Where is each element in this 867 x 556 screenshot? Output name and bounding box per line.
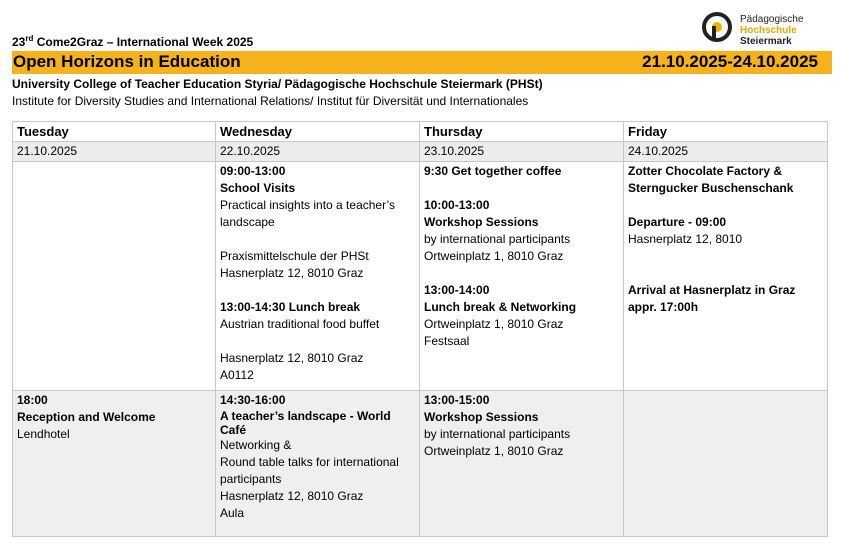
fri-arrival-1: Arrival at Hasnerplatz in Graz bbox=[628, 283, 796, 297]
wed-visit-place-1: Praxismittelschule der PHSt bbox=[220, 249, 369, 263]
wed-cafe-desc-3: participants bbox=[220, 472, 282, 486]
thu-ws2-place: Ortweinplatz 1, 8010 Graz bbox=[424, 444, 564, 458]
title-banner bbox=[12, 51, 832, 74]
day-header-row bbox=[13, 122, 828, 142]
fri-departure: Departure - 09:00 bbox=[628, 215, 727, 229]
fri-trip-title-2: Sterngucker Buschenschank bbox=[628, 181, 794, 195]
wed-cafe-time: 14:30-16:00 bbox=[220, 393, 286, 407]
wed-cafe-desc-1: Networking & bbox=[220, 438, 292, 452]
wed-cafe-desc-2: Round table talks for international bbox=[220, 455, 399, 469]
wed-visit-desc-1: Practical insights into a teacher’s bbox=[220, 198, 395, 212]
date-row bbox=[13, 142, 828, 162]
fri-morning-cell bbox=[624, 162, 828, 391]
thu-ws-desc: by international participants bbox=[424, 232, 571, 246]
wed-cafe-title-1: A teacher’s landscape - World bbox=[220, 409, 391, 423]
institute-line: Institute for Diversity Studies and International Relations/ Institut für Diversität und Internationales bbox=[12, 94, 529, 108]
fri-trip-title-1: Zotter Chocolate Factory & bbox=[628, 164, 783, 178]
wed-lunch-title: 13:00-14:30 Lunch break bbox=[220, 300, 361, 314]
day-friday: Friday bbox=[624, 122, 828, 142]
logo-line-3: Steiermark bbox=[740, 36, 792, 47]
thu-lunch-title: Lunch break & Networking bbox=[424, 300, 577, 314]
wed-lunch-place-2: A0112 bbox=[220, 368, 254, 382]
tue-reception-title: Reception and Welcome bbox=[17, 410, 156, 424]
day-tuesday: Tuesday bbox=[13, 122, 216, 142]
afternoon-row bbox=[13, 391, 828, 537]
tue-morning-cell bbox=[13, 162, 216, 391]
day-thursday: Thursday bbox=[420, 122, 624, 142]
phst-logo bbox=[702, 12, 822, 52]
tue-reception-time: 18:00 bbox=[17, 393, 48, 407]
edition-ordinal: rd bbox=[25, 34, 34, 43]
wed-afternoon-cell bbox=[216, 391, 420, 537]
date-thursday: 23.10.2025 bbox=[420, 142, 624, 162]
institution-line: University College of Teacher Education Styria/ Pädagogische Hochschule Steiermark (PHSt) bbox=[12, 77, 543, 91]
thu-ws-time: 10:00-13:00 bbox=[424, 198, 490, 212]
thu-morning-cell bbox=[420, 162, 624, 391]
wed-cafe-place-2: Aula bbox=[220, 506, 245, 520]
thu-ws2-desc: by international participants bbox=[424, 427, 571, 441]
edition-name: Come2Graz – International Week 2025 bbox=[33, 35, 254, 49]
wed-cafe-place-1: Hasnerplatz 12, 8010 Graz bbox=[220, 489, 364, 503]
wed-morning-cell bbox=[216, 162, 420, 391]
thu-ws2-title: Workshop Sessions bbox=[424, 410, 539, 424]
thu-coffee: 9:30 Get together coffee bbox=[424, 164, 562, 178]
schedule-table bbox=[12, 121, 828, 537]
event-title: Open Horizons in Education bbox=[13, 52, 241, 71]
wed-visit-place-2: Hasnerplatz 12, 8010 Graz bbox=[220, 266, 364, 280]
wed-visit-time: 09:00-13:00 bbox=[220, 164, 286, 178]
day-wednesday: Wednesday bbox=[216, 122, 420, 142]
event-dates: 21.10.2025-24.10.2025 bbox=[642, 52, 818, 71]
fri-departure-place: Hasnerplatz 12, 8010 bbox=[628, 232, 743, 246]
event-edition bbox=[12, 34, 253, 49]
thu-lunch-place-1: Ortweinplatz 1, 8010 Graz bbox=[424, 317, 564, 331]
edition-number: 23 bbox=[12, 35, 26, 49]
fri-afternoon-cell bbox=[624, 391, 828, 537]
date-tuesday: 21.10.2025 bbox=[13, 142, 216, 162]
wed-visit-desc-2: landscape bbox=[220, 215, 275, 229]
morning-row bbox=[13, 162, 828, 391]
wed-lunch-place-1: Hasnerplatz 12, 8010 Graz bbox=[220, 351, 364, 365]
wed-lunch-desc: Austrian traditional food buffet bbox=[220, 317, 380, 331]
date-wednesday: 22.10.2025 bbox=[216, 142, 420, 162]
logo-line-2: Hochschule bbox=[740, 25, 797, 36]
thu-ws-title: Workshop Sessions bbox=[424, 215, 539, 229]
logo-line-1: Pädagogische bbox=[740, 14, 804, 25]
tue-evening-cell bbox=[13, 391, 216, 537]
thu-ws-place: Ortweinplatz 1, 8010 Graz bbox=[424, 249, 564, 263]
date-friday: 24.10.2025 bbox=[624, 142, 828, 162]
thu-afternoon-cell bbox=[420, 391, 624, 537]
wed-cafe-title-2: Café bbox=[220, 423, 247, 437]
phst-logo-icon bbox=[702, 12, 732, 42]
wed-visit-title: School Visits bbox=[220, 181, 296, 195]
tue-reception-place: Lendhotel bbox=[17, 427, 70, 441]
thu-lunch-time: 13:00-14:00 bbox=[424, 283, 490, 297]
thu-lunch-place-2: Festsaal bbox=[424, 334, 470, 348]
thu-ws2-time: 13:00-15:00 bbox=[424, 393, 490, 407]
fri-arrival-2: appr. 17:00h bbox=[628, 300, 699, 314]
